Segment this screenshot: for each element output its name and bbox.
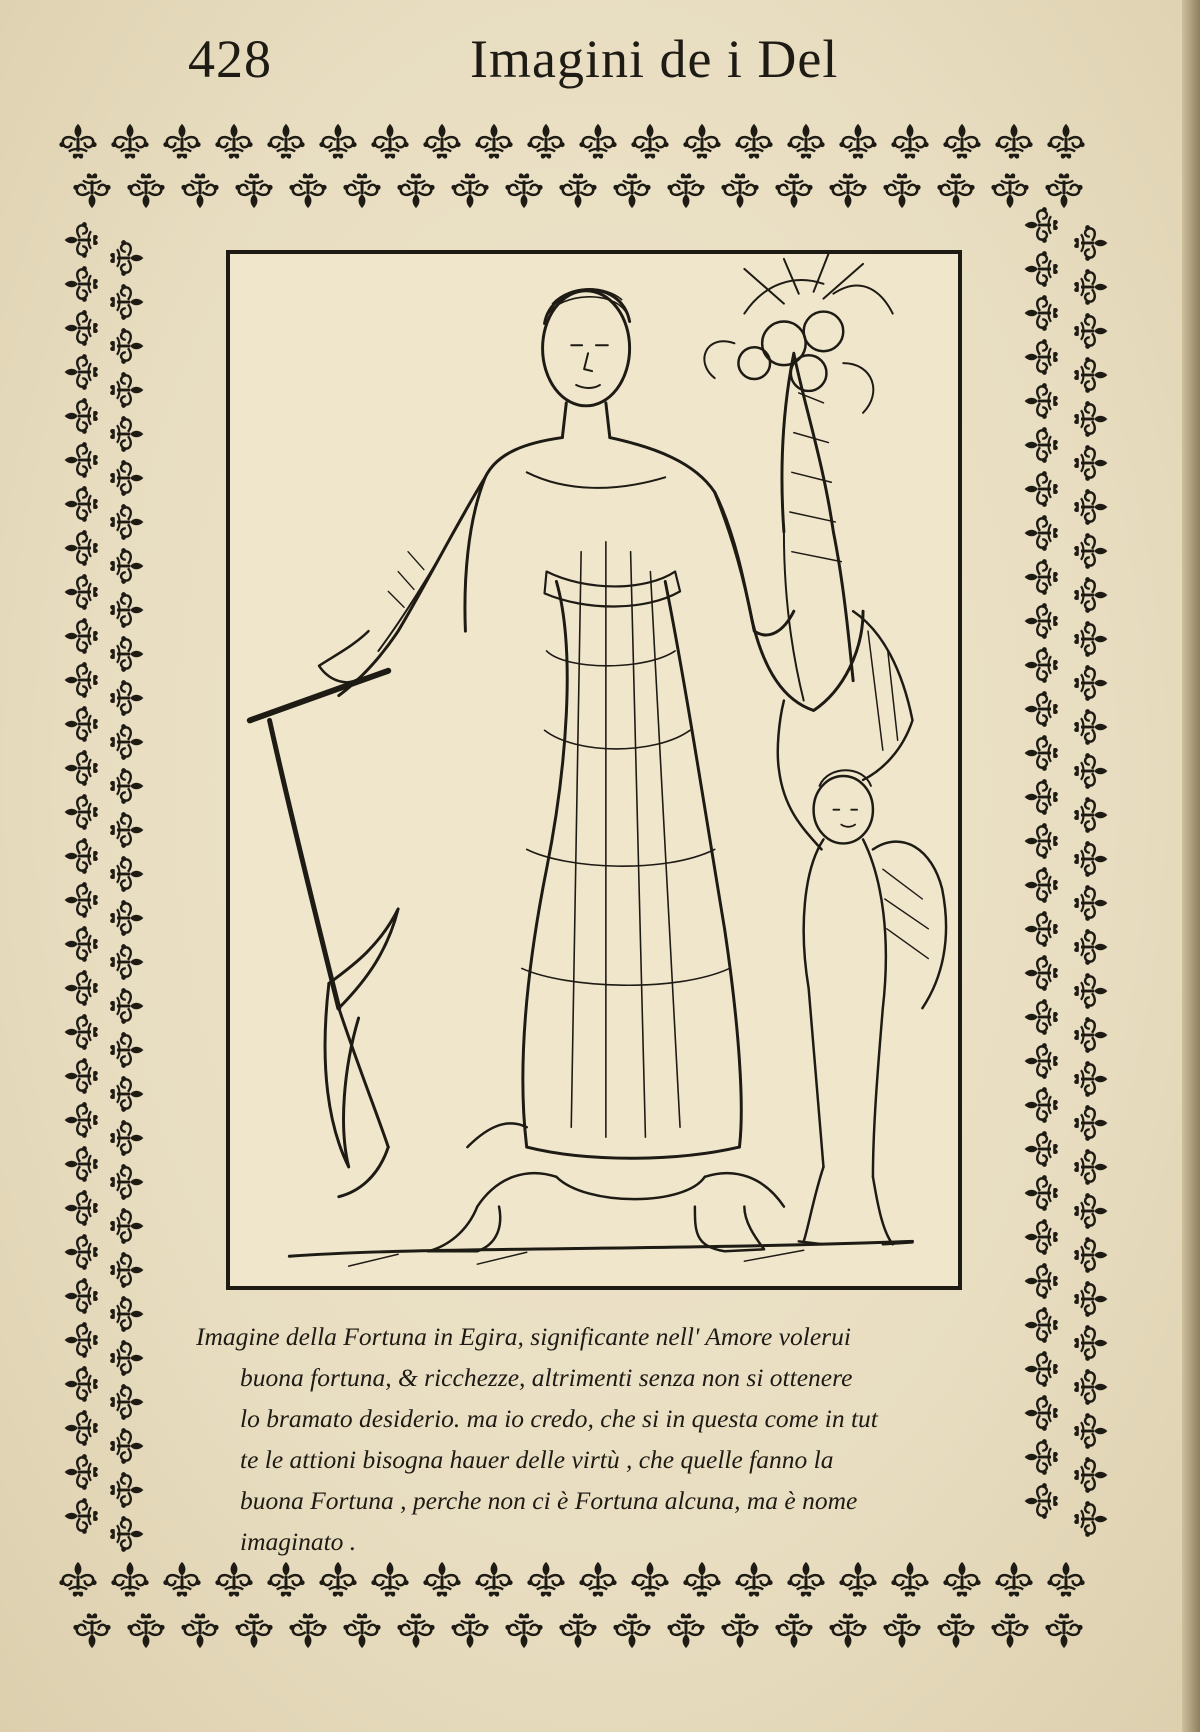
fleuron-ornament xyxy=(1025,823,1058,859)
fleuron-ornament xyxy=(110,1208,143,1244)
fleuron-ornament xyxy=(110,944,143,980)
fleuron-ornament xyxy=(1074,753,1107,789)
fleuron-ornament xyxy=(735,124,772,159)
fleuron-ornament xyxy=(787,1562,824,1597)
fleuron-ornament xyxy=(110,592,143,628)
fleuron-ornament xyxy=(1074,885,1107,921)
fleuron-ornament xyxy=(1025,1263,1058,1299)
fleuron-ornament xyxy=(110,240,143,276)
fleuron-ornament xyxy=(995,124,1032,159)
fleuron-ornament xyxy=(1074,1193,1107,1229)
fleuron-ornament xyxy=(475,124,512,159)
fleuron-ornament xyxy=(883,1613,920,1648)
fleuron-ornament xyxy=(65,222,98,258)
fleuron-ornament xyxy=(65,794,98,830)
fleuron-ornament xyxy=(235,173,272,208)
page-number: 428 xyxy=(188,29,272,89)
fleuron-ornament xyxy=(1025,1043,1058,1079)
fleuron-ornament xyxy=(111,124,148,159)
fleuron-ornament xyxy=(1074,489,1107,525)
fleuron-ornament xyxy=(1074,313,1107,349)
fleuron-ornament xyxy=(451,1613,488,1648)
fleuron-ornament xyxy=(110,1516,143,1552)
fleuron-ornament xyxy=(111,1562,148,1597)
fleuron-ornament xyxy=(451,173,488,208)
fleuron-ornament xyxy=(65,398,98,434)
fleuron-ornament xyxy=(110,416,143,452)
fleuron-ornament xyxy=(1025,647,1058,683)
fleuron-ornament xyxy=(65,706,98,742)
fleuron-ornament xyxy=(775,173,812,208)
fleuron-ornament xyxy=(267,124,304,159)
fleuron-ornament xyxy=(839,124,876,159)
fleuron-ornament xyxy=(65,1454,98,1490)
fleuron-ornament xyxy=(65,1102,98,1138)
fleuron-ornament xyxy=(829,1613,866,1648)
fleuron-ornament xyxy=(110,724,143,760)
fleuron-ornament xyxy=(829,173,866,208)
fleuron-ornament xyxy=(289,1613,326,1648)
fleuron-ornament xyxy=(73,173,110,208)
fleuron-ornament xyxy=(110,284,143,320)
fleuron-ornament xyxy=(775,1613,812,1648)
fleuron-ornament xyxy=(65,970,98,1006)
caption-line: te le attioni bisogna hauer delle virtù , che quelle fanno la xyxy=(240,1445,834,1474)
fleuron-ornament xyxy=(65,838,98,874)
fleuron-ornament xyxy=(1074,1369,1107,1405)
fleuron-ornament xyxy=(163,124,200,159)
fleuron-ornament xyxy=(1025,867,1058,903)
fleuron-ornament xyxy=(1074,1149,1107,1185)
fleuron-ornament xyxy=(110,328,143,364)
fleuron-ornament xyxy=(65,486,98,522)
fleuron-ornament xyxy=(891,124,928,159)
fleuron-ornament xyxy=(579,1562,616,1597)
fleuron-ornament xyxy=(110,1032,143,1068)
fleuron-ornament xyxy=(215,124,252,159)
fleuron-ornament xyxy=(579,124,616,159)
fleuron-ornament xyxy=(73,1613,110,1648)
fleuron-ornament xyxy=(65,1234,98,1270)
fleuron-ornament xyxy=(110,636,143,672)
fleuron-ornament xyxy=(343,1613,380,1648)
fleuron-ornament xyxy=(371,124,408,159)
fleuron-ornament xyxy=(631,1562,668,1597)
fleuron-ornament xyxy=(65,574,98,610)
fleuron-ornament xyxy=(883,173,920,208)
fleuron-ornament xyxy=(839,1562,876,1597)
fleuron-ornament xyxy=(110,680,143,716)
fleuron-ornament xyxy=(1074,1281,1107,1317)
fleuron-ornament xyxy=(235,1613,272,1648)
fleuron-ornament xyxy=(721,173,758,208)
fleuron-ornament xyxy=(181,173,218,208)
fleuron-ornament xyxy=(65,1366,98,1402)
fleuron-ornament xyxy=(1025,559,1058,595)
fleuron-ornament xyxy=(65,310,98,346)
fleuron-ornament xyxy=(1074,445,1107,481)
fleuron-ornament xyxy=(631,124,668,159)
fleuron-ornament xyxy=(937,173,974,208)
running-title: Imagini de i Del xyxy=(470,29,839,89)
fleuron-ornament xyxy=(110,1164,143,1200)
fleuron-ornament xyxy=(735,1562,772,1597)
fleuron-ornament xyxy=(1074,533,1107,569)
fleuron-ornament xyxy=(1074,1501,1107,1537)
fleuron-ornament xyxy=(110,1252,143,1288)
fleuron-ornament xyxy=(110,504,143,540)
fleuron-ornament xyxy=(1047,1562,1084,1597)
fleuron-ornament xyxy=(1045,173,1082,208)
caption-line: lo bramato desiderio. ma io credo, che si in questa come in tut xyxy=(240,1404,878,1433)
fleuron-ornament xyxy=(1025,471,1058,507)
fleuron-ornament xyxy=(110,1428,143,1464)
fleuron-ornament xyxy=(65,1190,98,1226)
fleuron-ornament xyxy=(110,856,143,892)
fleuron-ornament xyxy=(1074,401,1107,437)
fleuron-ornament xyxy=(1025,1439,1058,1475)
fleuron-ornament xyxy=(215,1562,252,1597)
fleuron-ornament xyxy=(65,662,98,698)
fleuron-ornament xyxy=(721,1613,758,1648)
fleuron-ornament xyxy=(267,1562,304,1597)
fleuron-ornament xyxy=(65,750,98,786)
fleuron-ornament xyxy=(110,372,143,408)
fleuron-ornament xyxy=(59,124,96,159)
fleuron-ornament xyxy=(1025,427,1058,463)
fleuron-ornament xyxy=(1074,1017,1107,1053)
fleuron-ornament xyxy=(991,173,1028,208)
illustration-caption xyxy=(196,1316,1016,1562)
fleuron-ornament xyxy=(397,173,434,208)
fleuron-ornament xyxy=(65,1322,98,1358)
fleuron-ornament xyxy=(505,173,542,208)
fleuron-ornament xyxy=(1074,665,1107,701)
fleuron-ornament xyxy=(1025,1219,1058,1255)
fleuron-ornament xyxy=(110,1384,143,1420)
fleuron-ornament xyxy=(110,1120,143,1156)
fleuron-ornament xyxy=(65,618,98,654)
fleuron-ornament xyxy=(110,900,143,936)
fleuron-ornament xyxy=(319,1562,356,1597)
fleuron-ornament xyxy=(1074,621,1107,657)
fleuron-ornament xyxy=(65,1278,98,1314)
fleuron-ornament xyxy=(1025,911,1058,947)
fleuron-ornament xyxy=(1025,207,1058,243)
caption-line: buona fortuna, & ricchezze, altrimenti senza non si ottenere xyxy=(240,1363,853,1392)
fleuron-ornament xyxy=(1074,1105,1107,1141)
fleuron-ornament xyxy=(110,1472,143,1508)
fleuron-ornament xyxy=(1025,515,1058,551)
fleuron-ornament xyxy=(65,1498,98,1534)
fleuron-ornament xyxy=(943,1562,980,1597)
fleuron-ornament xyxy=(613,1613,650,1648)
fleuron-ornament xyxy=(423,1562,460,1597)
fleuron-ornament xyxy=(787,124,824,159)
fleuron-ornament xyxy=(527,1562,564,1597)
fleuron-ornament xyxy=(1074,357,1107,393)
woodcut-illustration xyxy=(226,250,962,1290)
fleuron-ornament xyxy=(475,1562,512,1597)
fleuron-ornament xyxy=(1074,973,1107,1009)
fleuron-ornament xyxy=(1025,1483,1058,1519)
fleuron-ornament xyxy=(995,1562,1032,1597)
fleuron-ornament xyxy=(397,1613,434,1648)
caption-line: Imagine della Fortuna in Egira, significante nell' Amore volerui xyxy=(196,1322,851,1351)
fleuron-ornament xyxy=(65,354,98,390)
fleuron-ornament xyxy=(65,926,98,962)
fleuron-ornament xyxy=(289,173,326,208)
fortuna-figure xyxy=(230,254,958,1286)
fleuron-ornament xyxy=(991,1613,1028,1648)
fleuron-ornament xyxy=(110,1076,143,1112)
fleuron-ornament xyxy=(65,266,98,302)
fleuron-ornament xyxy=(110,548,143,584)
fleuron-ornament xyxy=(1074,929,1107,965)
fleuron-ornament xyxy=(371,1562,408,1597)
fleuron-ornament xyxy=(1025,1395,1058,1431)
caption-line: buona Fortuna , perche non ci è Fortuna alcuna, ma è nome xyxy=(240,1486,858,1515)
fleuron-ornament xyxy=(1025,1307,1058,1343)
fleuron-ornament xyxy=(667,1613,704,1648)
fleuron-ornament xyxy=(1025,955,1058,991)
fleuron-ornament xyxy=(1025,383,1058,419)
fleuron-ornament xyxy=(65,882,98,918)
fleuron-ornament xyxy=(1045,1613,1082,1648)
book-gutter xyxy=(1182,0,1200,1732)
fleuron-ornament xyxy=(891,1562,928,1597)
fleuron-ornament xyxy=(65,1058,98,1094)
fleuron-ornament xyxy=(1025,735,1058,771)
fleuron-ornament xyxy=(943,124,980,159)
fleuron-ornament xyxy=(65,1146,98,1182)
fleuron-ornament xyxy=(127,1613,164,1648)
fleuron-ornament xyxy=(1025,1351,1058,1387)
fleuron-ornament xyxy=(1074,709,1107,745)
fleuron-ornament xyxy=(1025,339,1058,375)
fleuron-ornament xyxy=(59,1562,96,1597)
fleuron-ornament xyxy=(1025,603,1058,639)
fleuron-ornament xyxy=(1025,779,1058,815)
fleuron-ornament xyxy=(343,173,380,208)
fleuron-ornament xyxy=(65,1410,98,1446)
fleuron-ornament xyxy=(1074,1237,1107,1273)
fleuron-ornament xyxy=(1074,1457,1107,1493)
fleuron-ornament xyxy=(1025,1131,1058,1167)
fleuron-ornament xyxy=(559,1613,596,1648)
fleuron-ornament xyxy=(937,1613,974,1648)
fleuron-ornament xyxy=(110,768,143,804)
fleuron-ornament xyxy=(110,1296,143,1332)
fleuron-ornament xyxy=(163,1562,200,1597)
fleuron-ornament xyxy=(1074,841,1107,877)
fleuron-ornament xyxy=(65,530,98,566)
fleuron-ornament xyxy=(505,1613,542,1648)
caption-line: imaginato . xyxy=(240,1527,357,1556)
fleuron-ornament xyxy=(613,173,650,208)
fleuron-ornament xyxy=(1074,1061,1107,1097)
fleuron-ornament xyxy=(1074,577,1107,613)
fleuron-ornament xyxy=(1074,1413,1107,1449)
fleuron-ornament xyxy=(65,1014,98,1050)
fleuron-ornament xyxy=(1025,1087,1058,1123)
fleuron-ornament xyxy=(1047,124,1084,159)
fleuron-ornament xyxy=(683,1562,720,1597)
fleuron-ornament xyxy=(683,124,720,159)
fleuron-ornament xyxy=(1074,1325,1107,1361)
fleuron-ornament xyxy=(1025,295,1058,331)
fleuron-ornament xyxy=(1074,225,1107,261)
fleuron-ornament xyxy=(1074,269,1107,305)
fleuron-ornament xyxy=(667,173,704,208)
fleuron-ornament xyxy=(110,988,143,1024)
fleuron-ornament xyxy=(1074,797,1107,833)
fleuron-ornament xyxy=(1025,251,1058,287)
fleuron-ornament xyxy=(65,442,98,478)
fleuron-ornament xyxy=(527,124,564,159)
fleuron-ornament xyxy=(110,812,143,848)
fleuron-ornament xyxy=(110,1340,143,1376)
fleuron-ornament xyxy=(1025,691,1058,727)
fleuron-ornament xyxy=(127,173,164,208)
fleuron-ornament xyxy=(181,1613,218,1648)
fleuron-ornament xyxy=(559,173,596,208)
fleuron-ornament xyxy=(1025,999,1058,1035)
fleuron-ornament xyxy=(110,460,143,496)
fleuron-ornament xyxy=(1025,1175,1058,1211)
fleuron-ornament xyxy=(319,124,356,159)
fleuron-ornament xyxy=(423,124,460,159)
